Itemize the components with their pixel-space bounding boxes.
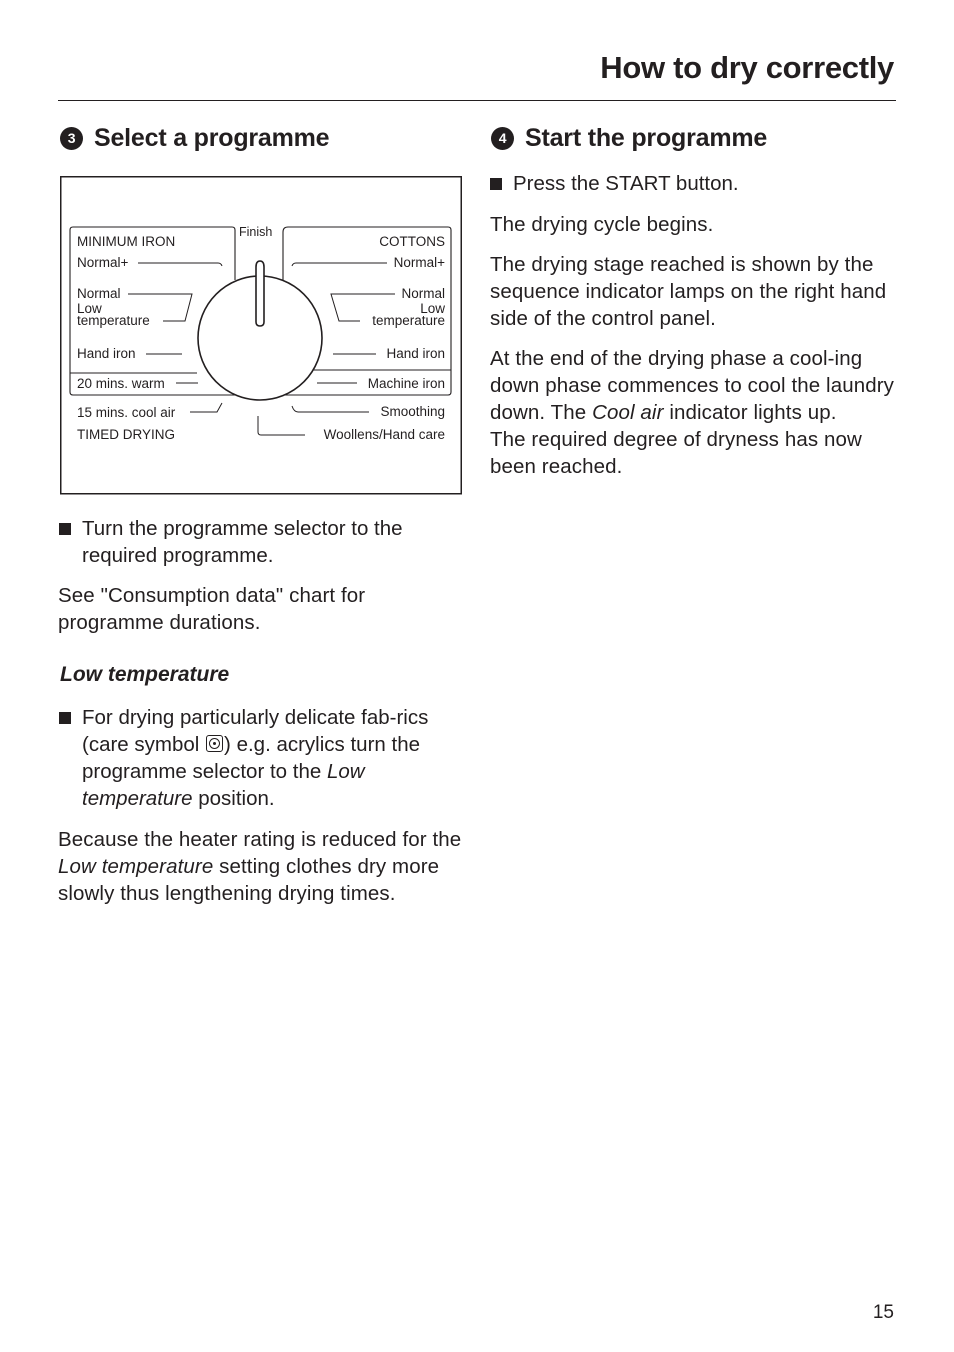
cool-air-label: 15 mins. cool air — [77, 405, 176, 420]
instruction-text-part: ) e.g. acrylics turn the programme selector to the — [82, 733, 421, 783]
instruction-text — [82, 704, 444, 812]
right-low-label: Low — [420, 301, 445, 316]
cycle-begins-text: The drying cycle begins. — [490, 213, 714, 236]
instruction-text-part: For drying particularly delicate fab-rics (care symbol — [82, 706, 429, 756]
minimum-iron-label: MINIMUM IRON — [77, 234, 176, 249]
page-header-title: How to dry correctly — [600, 50, 894, 85]
instruction-low-temperature — [59, 704, 444, 812]
instruction-italic: Low temperature — [82, 760, 365, 810]
step-number-badge: 3 — [60, 127, 83, 150]
note-text-part: setting clothes dry more slowly thus lengthening drying times. — [58, 855, 440, 905]
right-normal-label: Normal — [401, 286, 445, 301]
bullet-square-icon — [59, 523, 71, 535]
right-normal-plus-label: Normal+ — [393, 255, 445, 270]
consumption-note: See "Consumption data" chart for programme durations. — [58, 584, 366, 634]
instruction-text: Turn the programme selector to the required programme. — [82, 517, 403, 567]
left-normal-label: Normal — [77, 286, 121, 301]
section-heading-select — [60, 124, 329, 153]
cooling-italic: Cool air — [592, 401, 664, 424]
bullet-square-icon — [59, 712, 71, 724]
timed-drying-label: TIMED DRYING — [77, 427, 176, 442]
programme-selector-diagram — [60, 176, 462, 496]
smoothing-label: Smoothing — [380, 404, 445, 419]
cooling-phase-text — [490, 345, 900, 480]
left-hand-iron-label: Hand iron — [77, 346, 136, 361]
section-heading-text: Start the programme — [525, 124, 768, 152]
cooling-text-part: indicator lights up. — [669, 401, 837, 424]
header-rule — [58, 100, 896, 101]
page-number: 15 — [872, 1302, 894, 1323]
tumble-dry-low-icon — [206, 735, 223, 752]
drying-stage-text: The drying stage reached is shown by the sequence indicator lamps on the right hand side of the control panel. — [490, 253, 887, 330]
step-number-badge: 4 — [491, 127, 514, 150]
section-heading-start — [491, 124, 767, 153]
instruction-press-start — [490, 170, 890, 197]
cooling-text-part: The required degree of dryness has now been reached. — [490, 428, 862, 478]
bullet-square-icon — [490, 178, 502, 190]
left-low-label: Low — [77, 301, 102, 316]
instruction-turn-selector — [59, 515, 454, 569]
note-italic: Low temperature — [58, 855, 214, 878]
instruction-text-part: position. — [198, 787, 275, 810]
cottons-label: COTTONS — [379, 234, 445, 249]
left-normal-plus-label: Normal+ — [77, 255, 129, 270]
finish-label: Finish — [239, 225, 273, 239]
instruction-text: Press the START button. — [513, 172, 739, 195]
right-temperature-label: temperature — [372, 313, 445, 328]
section-heading-text: Select a programme — [94, 124, 330, 152]
warm-label: 20 mins. warm — [77, 376, 165, 391]
note-text-part: Because the heater rating is reduced for the — [58, 828, 462, 851]
left-temperature-label: temperature — [77, 313, 150, 328]
heater-rating-note — [58, 826, 468, 907]
low-temperature-subheading: Low temperature — [60, 663, 230, 686]
machine-iron-label: Machine iron — [367, 376, 445, 391]
cooling-text-part: At the end of the drying phase a cool-ing down phase commences to cool the laundry down. The — [490, 347, 894, 424]
right-hand-iron-label: Hand iron — [386, 346, 445, 361]
woollens-label: Woollens/Hand care — [323, 427, 445, 442]
